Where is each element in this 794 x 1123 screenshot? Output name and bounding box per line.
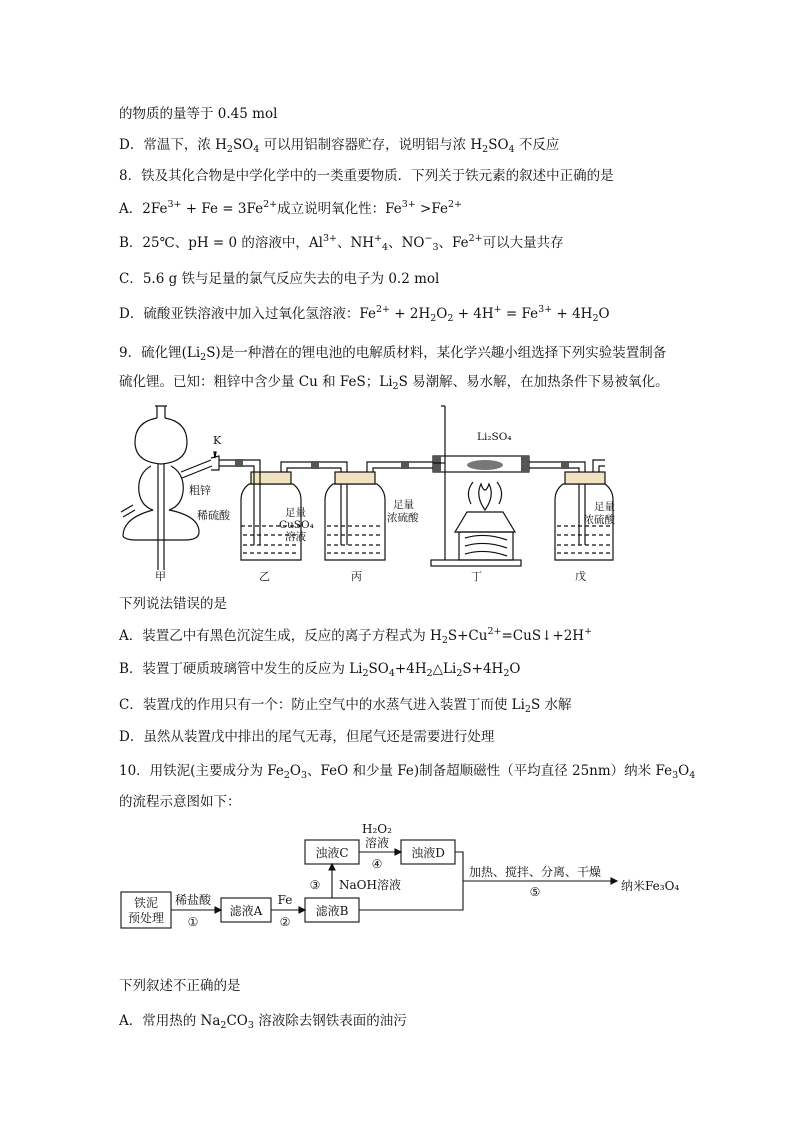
li2so4-sample	[467, 460, 503, 470]
subscript: 2	[456, 668, 463, 679]
q8-option-a: A．$2Fe^{3+} + Fe = 3Fe^{2+}$成立说明氧化性：$Fe^{3+} >Fe^{2+}$	[119, 199, 463, 217]
rubber-joint-2	[311, 461, 319, 469]
q9-stem-line1: 9．硫化锂$(Li_2S)$是一种潜在的锂电池的电解质材料，某化学兴趣小组选择下列实验装置制备	[119, 345, 667, 363]
step5-reagent: 加热、搅拌、分离、干燥	[468, 865, 602, 879]
q10-stem-line1: 10．用铁泥(主要成分为 $Fe_2O_3$、FeO 和少量 Fe)制备超顺磁性（平均直径 25nm）纳米 $Fe_3O_4$	[119, 763, 696, 781]
box-start-line-2: 预处理	[127, 911, 165, 925]
superscript: 3+	[538, 304, 553, 315]
rubber-joint-4	[561, 461, 569, 469]
subscript: 2	[283, 770, 290, 781]
bottle-yi-stopper	[251, 472, 291, 484]
superscript: 2+	[375, 304, 390, 315]
yi-reagent-line-2: CuSO₄	[279, 519, 314, 531]
superscript: 3+	[401, 199, 416, 210]
step2-reagent: Fe	[277, 893, 293, 907]
box-start-line-1: 铁泥	[133, 896, 159, 910]
subscript: 2	[441, 635, 448, 646]
subscript: 2	[430, 313, 437, 324]
subscript: 2	[220, 1020, 227, 1031]
superscript: 3+	[322, 233, 337, 244]
q10-option-a: A．常用热的 $Na_2CO_3$ 溶液除去钢铁表面的油污	[119, 1013, 407, 1031]
iron-stand-base	[431, 560, 521, 566]
q9-option-b: B．装置丁硬质玻璃管中发生的反应为 $Li_2SO_4+4H_2\triangle Li_2S+4H_2O$	[119, 661, 521, 679]
subscript: 2	[503, 668, 510, 679]
apparatus-name-wu: 戊	[575, 570, 586, 583]
subscript: 2	[592, 313, 599, 324]
apparatus-name-yi: 乙	[259, 570, 270, 583]
yi-reagent-line-1: 足量	[285, 507, 306, 519]
apparatus-name-jia: 甲	[155, 570, 166, 583]
apparatus-name-bing: 丙	[351, 570, 362, 583]
subscript: 2	[226, 144, 233, 155]
subscript: 2	[482, 144, 489, 155]
step5-number: ⑤	[529, 885, 541, 899]
apparatus-name-ding: 丁	[471, 570, 482, 583]
q8-option-d: D．硫酸亚铁溶液中加入过氧化氢溶液：$Fe^{2+} + 2H_2O_2 + 4H^+ = Fe^{3+} + 4H_2O$	[119, 304, 610, 324]
zinc-label: 粗锌	[189, 484, 211, 497]
rubber-joint-3	[401, 461, 409, 469]
product-label: 纳米Fe₃O₄	[621, 879, 680, 893]
wu-reagent-line-2: 浓硫酸	[583, 514, 615, 526]
subscript: 3	[432, 242, 439, 253]
step4-number: ④	[371, 857, 383, 871]
kipp-generator-tube	[158, 464, 164, 570]
step4-reagent-line-1: H₂O₂	[362, 822, 392, 836]
acid-label: 稀硫酸	[197, 509, 230, 522]
flame	[479, 484, 492, 510]
superscript: +	[493, 304, 502, 315]
q8-stem: 8．铁及其化合物是中学化学中的一类重要物质．下列关于铁元素的叙述中正确的是	[119, 168, 614, 184]
kipp-generator-middle-bulb	[139, 466, 184, 510]
rubber-joint-1	[235, 459, 243, 467]
superscript: 2+	[487, 626, 502, 637]
box-d-label: 浊液D	[411, 846, 445, 860]
kipp-generator-top-stem	[155, 406, 167, 418]
step1-number: ①	[187, 915, 199, 929]
q9-option-d: D．虽然从装置戊中排出的尾气无毒，但尾气还是需要进行处理	[119, 729, 495, 745]
bing-reagent-line-1: 足量	[393, 499, 414, 511]
step4-reagent-line-2: 溶液	[364, 836, 390, 850]
step3-number: ③	[309, 878, 321, 892]
subscript: 3	[247, 1020, 254, 1031]
q9-stem-line2: 硫化锂。已知：粗锌中含少量 Cu 和 FeS；$Li_2S$ 易潮解、易水解，在加热条件下易被氧化。	[119, 374, 669, 392]
superscript: 3+	[167, 199, 182, 210]
subscript: 2	[200, 352, 207, 363]
q9-option-c: C．装置戊的作用只有一个：防止空气中的水蒸气进入装置丁而使 $Li_2S$ 水解	[119, 697, 572, 715]
step2-number: ②	[279, 915, 291, 929]
subscript: 2	[426, 668, 433, 679]
box-b-label: 滤液B	[315, 904, 349, 918]
yi-reagent-line-3: 溶液	[285, 531, 306, 543]
subscript: 2	[392, 381, 399, 392]
box-a-label: 滤液A	[229, 904, 263, 918]
subscript: 4	[508, 144, 515, 155]
bottle-bing-stopper	[335, 472, 375, 484]
subscript: 2	[524, 704, 531, 715]
kipp-generator-side-outlet	[121, 505, 135, 517]
q8-option-b: B．25℃、pH = 0 的溶液中，$Al^{3+}$、$NH^+_4$、$NO^-_3$、$Fe^{2+}$可以大量共存	[119, 233, 564, 253]
q9-option-a: A．装置乙中有黑色沉淀生成，反应的离子方程式为 $H_2S+Cu^{2+}=CuS↓+2H^+$	[119, 626, 593, 646]
wu-reagent-line-1: 足量	[594, 501, 615, 513]
kipp-generator-top-bulb	[135, 418, 187, 464]
q8-option-c: C．5.6 g 铁与足量的氯气反应失去的电子为 0.2 mol	[119, 271, 440, 287]
q10-prompt: 下列叙述不正确的是	[119, 978, 241, 994]
flow-diagram	[115, 818, 685, 936]
q7-option-d: D．常温下，浓 $H_2SO_4$ 可以用铝制容器贮存，说明铝与浓 $H_2SO_4$ 不反应	[119, 137, 560, 155]
tube-label: Li₂SO₄	[477, 431, 512, 443]
subscript: 3	[672, 770, 679, 781]
superscript: 2+	[448, 199, 463, 210]
superscript: 2+	[468, 233, 483, 244]
bing-reagent-line-2: 浓硫酸	[387, 512, 419, 524]
alcohol-lamp	[455, 512, 515, 532]
subscript: 2	[362, 668, 369, 679]
iron-stand-rod	[441, 406, 445, 560]
k-label: K	[213, 434, 222, 447]
subscript: 4	[689, 770, 696, 781]
subscript: 3	[300, 770, 308, 781]
box-c-label: 浊液C	[315, 846, 349, 860]
step1-reagent: 稀盐酸	[174, 893, 212, 907]
subscript: 4	[388, 668, 395, 679]
step3-reagent: NaOH溶液	[339, 878, 401, 892]
superscript: −	[424, 233, 433, 244]
apparatus-diagram	[115, 400, 615, 585]
superscript: +	[584, 626, 593, 637]
bottle-bing	[325, 484, 385, 560]
kipp-generator-base	[123, 510, 199, 540]
kipp-generator-side-tube	[181, 460, 212, 478]
subscript: 4	[382, 242, 389, 253]
superscript: +	[374, 233, 383, 244]
q10-stem-line2: 的流程示意图如下：	[119, 794, 241, 810]
superscript: 2+	[263, 199, 278, 210]
subscript: 4	[253, 144, 260, 155]
subscript: 2	[447, 313, 454, 324]
bottle-wu-stopper	[565, 472, 605, 484]
stopcock-k	[211, 456, 219, 470]
text-line-continuation: 的物质的量等于 0.45 mol	[119, 106, 278, 122]
q9-prompt: 下列说法错误的是	[119, 596, 227, 612]
